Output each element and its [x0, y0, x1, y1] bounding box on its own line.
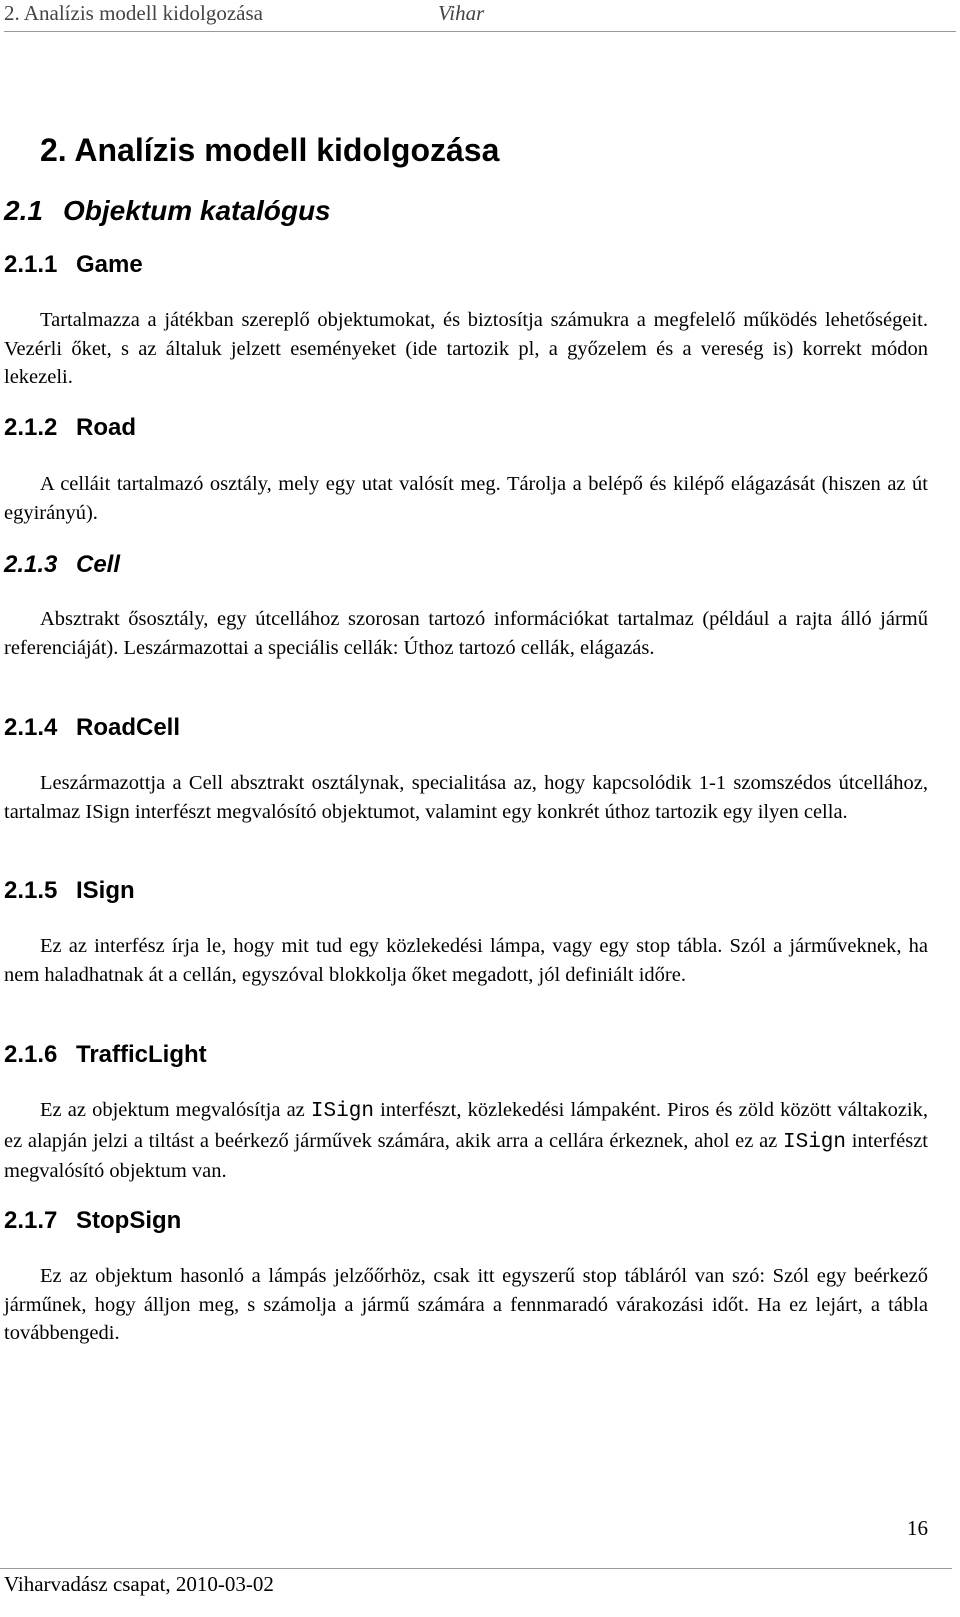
subsection-title: ISign [76, 877, 135, 904]
subsection-number: 2.1.3 [4, 551, 58, 578]
footer-team-date: Viharvadász csapat, 2010-03-02 [4, 1572, 274, 1596]
subsection-title: Game [76, 251, 143, 278]
code-identifier: ISign [783, 1130, 847, 1154]
subsection-heading-isign [4, 876, 135, 906]
section-title: Objektum katalógus [63, 195, 331, 226]
subsection-number: 2.1.1 [4, 251, 58, 278]
paragraph-game: Tartalmazza a játékban szereplő objektumokat, és biztosítja számukra a megfelelő működés lehetőségeit. Vezérli őket, s az általuk jelzett eseményeket (ide tartozik pl, a győzelem és a vereség is) korrekt módon lekezeli. [4, 309, 928, 388]
subsection-title: Cell [76, 551, 121, 578]
paragraph-text: interfészt megvalósító objektum van. [4, 1129, 929, 1182]
paragraph-cell: Absztrakt ősosztály, egy útcellához szorosan tartozó információkat tartalmaz (például a rajta álló jármű referenciáját). Leszármazottai a speciális cellák: Úthoz tartozó cellák, elágazás. [4, 608, 928, 659]
header-chapter-title: 2. Analízis modell kidolgozása [4, 1, 263, 25]
paragraph-isign: Ez az interfész írja le, hogy mit tud egy közlekedési lámpa, vagy egy stop tábla. Szól a járműveknek, ha nem haladhatnak át a cellán, egyszóval blokkolja őket megadott, jól definiált időre. [4, 935, 928, 986]
subsection-heading-road [4, 413, 136, 443]
subsection-title: RoadCell [76, 714, 181, 741]
header-rule [4, 31, 956, 32]
paragraph-text: Ez az objektum megvalósítja az [40, 1099, 311, 1121]
section-number: 2.1 [4, 195, 43, 226]
subsection-heading-stopsign [4, 1206, 181, 1236]
subsection-number: 2.1.6 [4, 1041, 58, 1068]
chapter-heading: 2. Analízis modell kidolgozása [40, 132, 500, 168]
subsection-number: 2.1.2 [4, 414, 58, 441]
section-heading [4, 194, 331, 228]
subsection-heading-game [4, 250, 143, 280]
subsection-number: 2.1.7 [4, 1207, 58, 1234]
subsection-title: Road [76, 414, 136, 441]
page-header [4, 0, 485, 28]
subsection-number: 2.1.4 [4, 714, 58, 741]
footer-rule [0, 1568, 952, 1569]
subsection-title: StopSign [76, 1207, 182, 1234]
code-identifier: ISign [310, 1100, 374, 1123]
paragraph-stopsign: Ez az objektum hasonló a lámpás jelzőőrhöz, csak itt egyszerű stop tábláról van szó: Szól egy beérkező járműnek, hogy álljon meg, s számolja a jármű számára a fennmaradó várakozási időt. Ha ez lejárt, a tábla továbbengedi. [4, 1265, 928, 1344]
paragraph-roadcell: Leszármazottja a Cell absztrakt osztálynak, specialitása az, hogy kapcsolódik 1-1 szomszédos útcellához, tartalmaz ISign interfészt megvalósító objektumot, valamint egy konkrét úthoz tartozik egy ilyen cella. [4, 772, 928, 823]
subsection-number: 2.1.5 [4, 877, 58, 904]
paragraph-text: interfészt, közlekedési lámpaként. Piros és zöld között váltakozik, ez alapján jelzi a tiltást a beérkező járművek számára, akik arra a cellára érkeznek, ahol ez az [4, 1099, 928, 1152]
header-project-name: Vihar [438, 1, 485, 25]
subsection-heading-roadcell [4, 713, 180, 743]
paragraph-road: A celláit tartalmazó osztály, mely egy utat valósít meg. Tárolja a belépő és kilépő elágazását (hiszen az út egyirányú). [4, 473, 928, 524]
subsection-heading-trafficlight [4, 1040, 207, 1070]
page-number: 16 [907, 1516, 928, 1540]
subsection-heading-cell [4, 550, 120, 580]
paragraph-trafficlight [4, 1096, 928, 1186]
subsection-title: TrafficLight [76, 1041, 207, 1068]
